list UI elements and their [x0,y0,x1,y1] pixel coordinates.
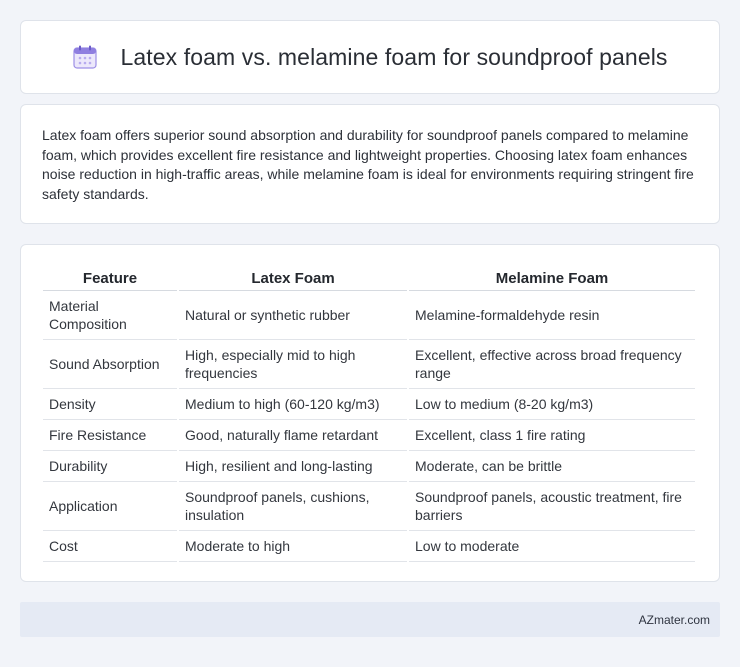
feature-cell: Material Composition [43,291,177,340]
feature-cell: Sound Absorption [43,340,177,389]
table-row [43,531,695,562]
comparison-table [41,265,697,562]
page-title: Latex foam vs. melamine foam for soundproof panels [120,43,668,70]
comparison-card [20,244,720,582]
feature-cell: Application [43,482,177,531]
feature-cell: Durability [43,451,177,482]
footer [20,602,720,637]
melamine-cell: Soundproof panels, acoustic treatment, fire barriers [409,482,695,531]
table-row [43,451,695,482]
latex-cell: Soundproof panels, cushions, insulation [179,482,407,531]
calendar-icon [72,44,98,70]
table-header-row [43,265,695,291]
feature-cell: Fire Resistance [43,420,177,451]
header-melamine-foam: Melamine Foam [409,265,695,291]
latex-cell: Moderate to high [179,531,407,562]
feature-cell: Density [43,389,177,420]
latex-cell: Good, naturally flame retardant [179,420,407,451]
latex-cell: Medium to high (60-120 kg/m3) [179,389,407,420]
table-row [43,420,695,451]
melamine-cell: Moderate, can be brittle [409,451,695,482]
header-feature: Feature [43,265,177,291]
table-row [43,340,695,389]
table-row [43,291,695,340]
latex-cell: High, resilient and long-lasting [179,451,407,482]
title-card [20,20,720,94]
table-row [43,482,695,531]
table-row [43,389,695,420]
latex-cell: High, especially mid to high frequencies [179,340,407,389]
melamine-cell: Low to moderate [409,531,695,562]
latex-cell: Natural or synthetic rubber [179,291,407,340]
feature-cell: Cost [43,531,177,562]
melamine-cell: Excellent, effective across broad frequency range [409,340,695,389]
summary-card [20,104,720,224]
summary-text: Latex foam offers superior sound absorption and durability for soundproof panels compared to melamine foam, which provides excellent fire resistance and lightweight properties. Choosing latex foam enhances noise reduction in high-traffic areas, while melamine foam is ideal for environments requiring stringent fire safety standards. [42,127,694,202]
melamine-cell: Melamine-formaldehyde resin [409,291,695,340]
melamine-cell: Excellent, class 1 fire rating [409,420,695,451]
melamine-cell: Low to medium (8-20 kg/m3) [409,389,695,420]
footer-brand: AZmater.com [638,612,710,627]
header-latex-foam: Latex Foam [179,265,407,291]
